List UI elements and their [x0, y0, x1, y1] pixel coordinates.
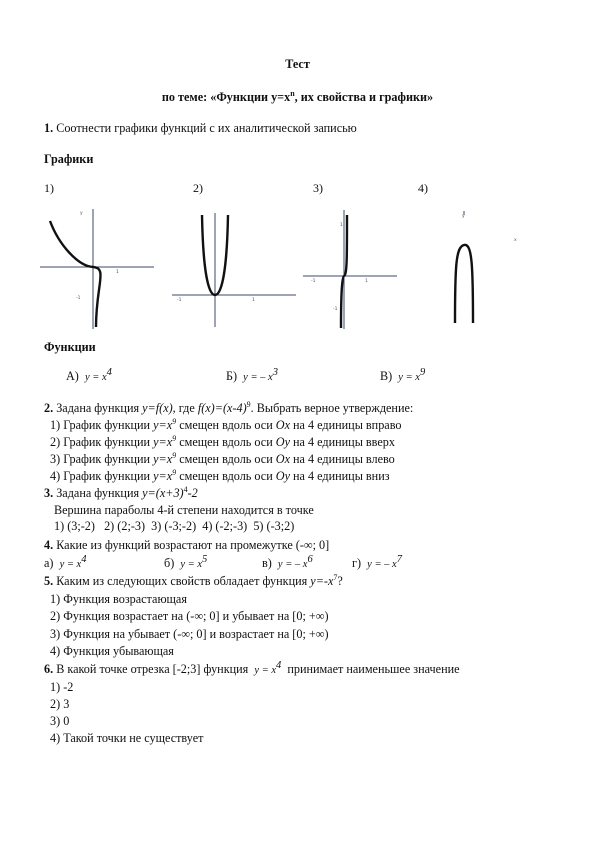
svg-text:y: y [462, 214, 465, 219]
graph-label-3: 3) [313, 181, 323, 195]
q2-option-1: 1) График функции $y=x^9$ смещен вдоль оси Ox на 4 единицы вправо [50, 416, 402, 432]
svg-text:1: 1 [116, 270, 119, 275]
q5-option-1: 1) Функция возрастающая [50, 592, 187, 606]
question-6: 6. В какой точке отрезка [-2;3] функция $y = x^4$ принимает наименьшее значение [44, 659, 460, 676]
graph-label-2: 2) [193, 181, 203, 195]
q5-option-2: 2) Функция возрастает на (-∞; 0] и убывает на [0; +∞) [50, 609, 329, 623]
q3-options: 1) (3;-2) 2) (2;-3) 3) (-3;-2) 4) (-2;-3) 5) (-3;2) [54, 519, 295, 533]
function-option-c: В) $y = x^9$ [380, 366, 426, 383]
graph-4 [424, 205, 524, 325]
svg-text:y: y [80, 211, 83, 216]
graph-label-4: 4) [418, 181, 428, 195]
q5-option-3: 3) Функция на убывает (-∞; 0] и возрастает на [0; +∞) [50, 627, 329, 641]
graph-3 [303, 210, 398, 330]
function-option-a: А) $y = x^4$ [66, 366, 112, 383]
graph-2 [172, 213, 297, 328]
graph-1 [40, 205, 155, 330]
q6-option-1: 1) -2 [50, 680, 74, 694]
svg-text:1: 1 [340, 223, 343, 228]
svg-text:-1: -1 [177, 298, 182, 303]
page-subtitle: по теме: «Функции $y=x^n$, их свойства и графики» [161, 88, 434, 104]
graph-label-1: 1) [44, 181, 54, 195]
q6-option-3: 3) 0 [50, 714, 70, 728]
q4-option-b: б) $y = x^5$ [164, 553, 208, 570]
q4-option-c: в) y = – $x^6$ [262, 553, 313, 570]
page-title: Тест [285, 57, 310, 71]
graph-4-curve [455, 245, 473, 323]
function-option-b: Б) y = – $x^3$ [226, 366, 278, 383]
q2-option-3: 3) График функции $y=x^9$ смещен вдоль оси Ox на 4 единицы влево [50, 450, 395, 466]
svg-text:1: 1 [365, 279, 368, 284]
q4-option-a: а) $y = x^4$ [44, 553, 87, 570]
svg-text:-1: -1 [311, 279, 316, 284]
q2-option-4: 4) График функции $y=x^9$ смещен вдоль оси Oy на 4 единицы вниз [50, 467, 390, 483]
svg-text:x: x [514, 238, 517, 243]
q6-option-2: 2) 3 [50, 697, 70, 711]
q5-option-4: 4) Функция убывающая [50, 644, 174, 658]
q4-option-d: г) y = – $x^7$ [352, 553, 402, 570]
question-5: 5. Каким из следующих свойств обладает функция $y=-x^7$? [44, 572, 343, 588]
svg-text:1: 1 [252, 298, 255, 303]
q6-option-4: 4) Такой точки не существует [50, 731, 204, 745]
functions-heading: Функции [44, 340, 96, 354]
question-1: 1. Соотнести графики функций с их аналитической записью [44, 121, 357, 135]
svg-text:-1: -1 [76, 296, 81, 301]
graphs-heading: Графики [44, 152, 94, 166]
question-4: 4. Какие из функций возрастают на промежутке (-∞; 0] [44, 538, 330, 552]
question-3: 3. Задана функция $y=(x+3)^4-2$ [44, 484, 198, 500]
q3-line-2: Вершина параболы 4-й степени находится в точке [54, 503, 314, 517]
question-2: 2. Задана функция y=f(x), где $f(x)=(x-4)^9$. Выбрать верное утверждение: [44, 399, 414, 415]
q2-option-2: 2) График функции $y=x^9$ смещен вдоль оси Oy на 4 единицы вверх [50, 433, 395, 449]
svg-text:-1: -1 [333, 307, 338, 312]
